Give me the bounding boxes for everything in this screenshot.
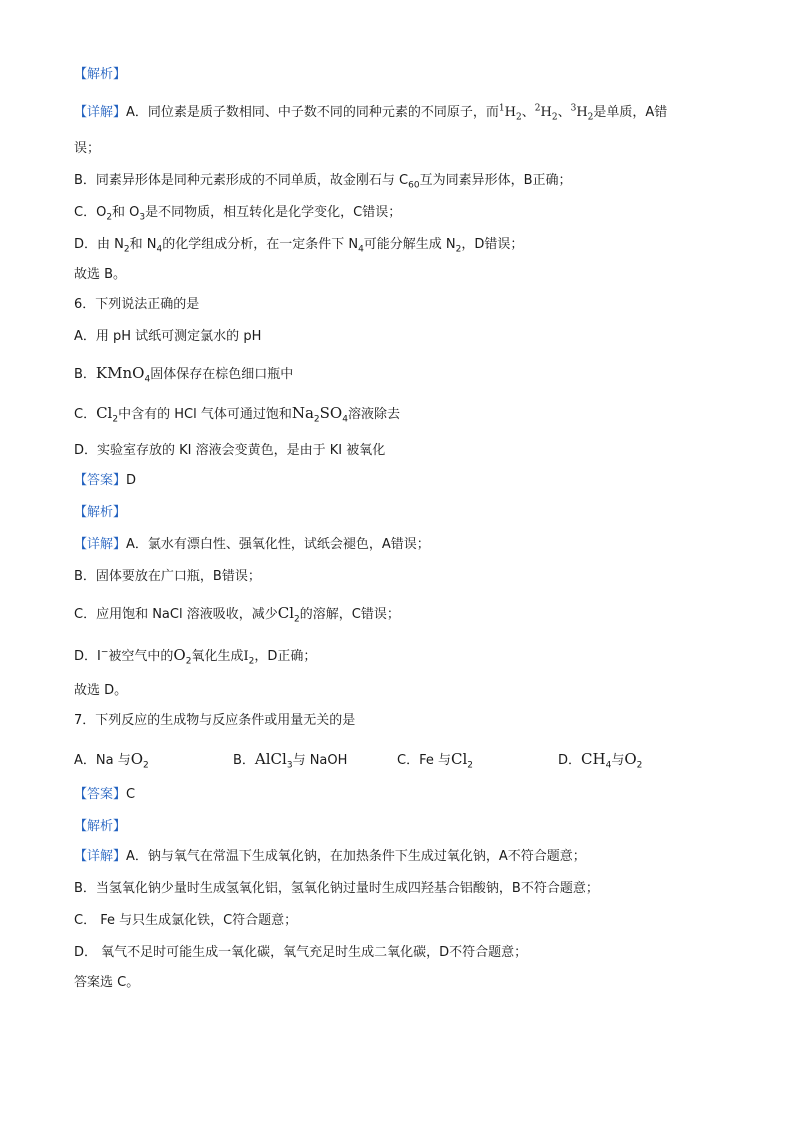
detail-b-pre: B．同素异形体是同种元素形成的不同单质，故金刚石与 C [74, 173, 409, 188]
q6-detail-d [74, 646, 316, 666]
q7-detail-a-text: A．钠与氧气在常温下生成氧化钠，在加热条件下生成过氧化钠，A不符合题意； [126, 849, 586, 864]
kmno4: KMnO [95, 364, 145, 382]
q6dd-mid2: 氧化生成 [191, 649, 244, 664]
isotope-mass-1: 1 [498, 103, 505, 114]
ch-sub: 4 [605, 760, 612, 771]
cl-sub: 2 [294, 614, 300, 625]
kmno4-sub: 4 [144, 374, 151, 385]
c-s1: 2 [106, 212, 113, 223]
q7-conclusion: 答案选 C。 [74, 975, 140, 990]
h-symbol: H [504, 105, 516, 120]
ch-symbol: CH [581, 750, 606, 768]
answer-tag: 【答案】 [74, 473, 127, 488]
q6c-post: 溶液除去 [347, 407, 400, 422]
alcl-symbol: AlCl [254, 750, 287, 768]
q7d-pre: D． [558, 753, 582, 768]
cl-symbol: Cl [450, 750, 468, 768]
q7-option-d [558, 750, 642, 770]
q6b-pre: B． [74, 367, 96, 382]
q6dd-pre: D．I [74, 649, 101, 664]
q7-analysis-heading: 【解析】 [74, 819, 127, 834]
q6dc-pre: C．应用饱和 NaCl 溶液吸收，减少 [74, 607, 278, 622]
q7b-post: 与 NaOH [292, 753, 348, 768]
q6-option-d: D．实验室存放的 KI 溶液会变黄色，是由于 KI 被氧化 [74, 443, 386, 458]
i-sub: 2 [248, 656, 255, 667]
d-s3: 4 [358, 244, 364, 255]
d-t3: 的化学组成分析，在一定条件下 N [162, 237, 359, 252]
q6-option-b [74, 364, 293, 384]
detail-b-sub: 60 [408, 180, 420, 191]
q6dd-mid: 被空气中的 [108, 649, 174, 664]
detail-c-line [74, 204, 401, 222]
d-t1: D．由 N [74, 237, 124, 252]
cl-sub: 2 [467, 760, 473, 771]
detail-a-cont: 误； [74, 141, 101, 156]
na-symbol: Na [291, 404, 314, 422]
q7-detail-b: B．当氢氧化钠少量时生成氢氧化铝，氢氧化钠过量时生成四羟基合铝酸钠，B不符合题意； [74, 881, 599, 896]
so-symbol: SO [319, 404, 343, 422]
detail-d-line [74, 236, 523, 254]
d-t5: ，D错误； [461, 237, 524, 252]
cl-symbol: Cl [96, 404, 113, 422]
q7-detail-d: D． 氧气不足时可能生成一氧化碳，氧气充足时生成二氧化碳，D不符合题意； [74, 945, 528, 960]
i-symbol: I [243, 649, 249, 664]
q6b-post: 固体保存在棕色细口瓶中 [150, 367, 294, 382]
h-sub: 2 [516, 112, 522, 123]
q7-option-b [233, 750, 347, 770]
q6dd-post: ，D正确； [254, 649, 317, 664]
h-symbol: H [540, 105, 552, 120]
analysis-heading: 【解析】 [74, 67, 127, 82]
q6c-mid: 中含有的 HCl 气体可通过饱和 [118, 407, 292, 422]
q7-stem: 7．下列反应的生成物与反应条件或用量无关的是 [74, 713, 356, 728]
detail-b-line [74, 172, 572, 190]
q7-option-c [397, 750, 473, 770]
q6-conclusion: 故选 D。 [74, 683, 128, 698]
q7-detail-a [74, 848, 586, 866]
o-symbol: O [173, 646, 186, 664]
h-sub: 2 [551, 112, 558, 123]
q6-option-c [74, 404, 400, 424]
sep: 、 [521, 105, 535, 120]
detail-a-line [74, 104, 667, 122]
isotope-mass-2: 2 [534, 103, 541, 114]
answer-value: C [126, 787, 136, 802]
sep: 、 [557, 105, 571, 120]
q7c-pre: C．Fe 与 [397, 753, 451, 768]
q6dc-post: 的溶解，C错误； [299, 607, 400, 622]
h-sub: 2 [587, 112, 594, 123]
d-t4: 可能分解生成 N [363, 237, 456, 252]
detail-tag: 【详解】 [74, 105, 127, 120]
o-sub: 2 [143, 760, 149, 771]
q6-answer [74, 472, 136, 490]
answer-value: D [126, 473, 137, 488]
o-sub: 2 [185, 656, 192, 667]
q7-option-a [74, 750, 149, 770]
d-s2: 4 [156, 244, 163, 255]
q6-detail-c [74, 604, 400, 624]
detail-tag: 【详解】 [74, 849, 127, 864]
conclusion-b: 故选 B。 [74, 267, 127, 282]
o-sub: 2 [636, 760, 643, 771]
q7d-mid: 与 [611, 753, 625, 768]
o-symbol: O [130, 750, 144, 768]
cl-sub: 2 [112, 414, 119, 425]
q7-answer [74, 786, 135, 804]
q7a-pre: A．Na 与 [74, 753, 131, 768]
detail-b-post: 互为同素异形体，B正确； [419, 173, 572, 188]
answer-tag: 【答案】 [74, 787, 127, 802]
c-t3: 是不同物质，相互转化是化学变化，C错误； [145, 205, 402, 220]
d-t2: 和 N [129, 237, 157, 252]
c-t2: 和 O [112, 205, 140, 220]
q6-stem: 6．下列说法正确的是 [74, 297, 200, 312]
detail-a-post: 是单质，A错 [593, 105, 668, 120]
o-symbol: O [624, 750, 637, 768]
alcl-sub: 3 [286, 760, 293, 771]
q6c-pre: C． [74, 407, 97, 422]
q6-detail-b: B．固体要放在广口瓶，B错误； [74, 569, 261, 584]
detail-tag: 【详解】 [74, 537, 127, 552]
c-s2: 3 [139, 212, 146, 223]
q6-detail-a-text: A．氯水有漂白性、强氧化性，试纸会褪色，A错误； [126, 537, 430, 552]
q6-detail-a [74, 536, 430, 554]
q7b-pre: B． [233, 753, 255, 768]
h-symbol: H [576, 105, 588, 120]
iodide-charge: − [100, 647, 109, 658]
d-s4: 2 [455, 244, 462, 255]
so-sub: 4 [342, 414, 348, 425]
q6-option-a: A．用 pH 试纸可测定氯水的 pH [74, 329, 262, 344]
c-t1: C．O [74, 205, 107, 220]
q6-analysis-heading: 【解析】 [74, 505, 127, 520]
cl-symbol: Cl [277, 604, 295, 622]
d-s1: 2 [123, 244, 130, 255]
detail-a-text: A．同位素是质子数相同、中子数不同的同种元素的不同原子，而 [126, 105, 499, 120]
q7-detail-c: C． Fe 与只生成氯化铁，C符合题意； [74, 913, 298, 928]
isotope-mass-3: 3 [570, 103, 577, 114]
na-sub: 2 [313, 414, 320, 425]
